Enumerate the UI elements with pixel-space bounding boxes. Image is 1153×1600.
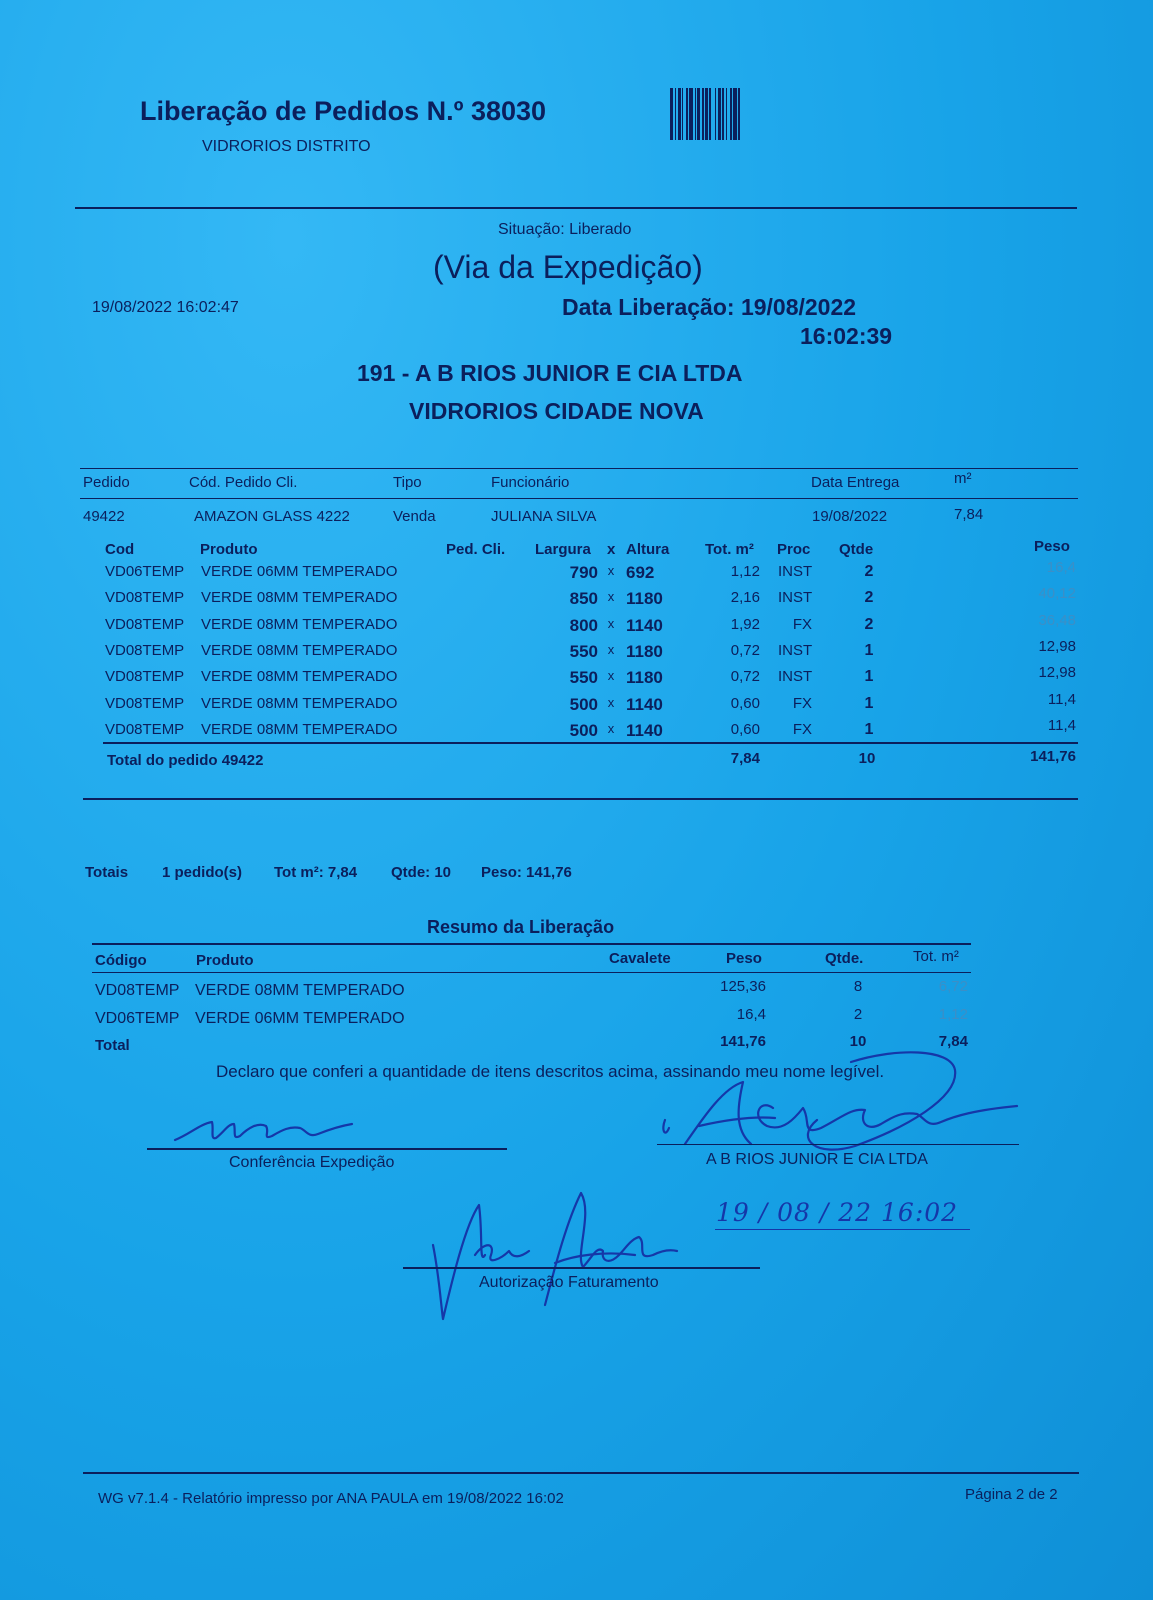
- divider: [80, 468, 1078, 469]
- item-x: x: [607, 589, 615, 605]
- item-qtde: 1: [864, 668, 874, 686]
- signature-autorizacao-icon: [425, 1185, 685, 1325]
- item-proc: INST: [778, 563, 813, 580]
- client-store: VIDRORIOS CIDADE NOVA: [409, 398, 704, 424]
- item-produto: VERDE 08MM TEMPERADO: [201, 720, 398, 738]
- item-qtde: 1: [864, 720, 874, 738]
- th-altura: Altura: [626, 541, 670, 558]
- item-proc: FX: [792, 694, 812, 712]
- th-cod: Cod: [105, 541, 135, 558]
- printed-at: 19/08/2022 16:02:47: [92, 299, 239, 316]
- th-largura: Largura: [535, 541, 591, 558]
- item-tot-m2: 0,60: [730, 694, 760, 712]
- item-largura: 850: [569, 589, 598, 609]
- item-altura: 1180: [626, 589, 663, 609]
- divider: [83, 798, 1078, 800]
- resumo-qtde: 8: [853, 978, 863, 995]
- resumo-th-cavalete: Cavalete: [609, 950, 671, 967]
- item-cod: VD08TEMP: [105, 720, 185, 738]
- item-proc: INST: [778, 641, 813, 659]
- col-funcionario: Funcionário: [491, 474, 570, 491]
- item-proc: FX: [792, 720, 812, 738]
- col-pedido: Pedido: [83, 474, 130, 491]
- th-qtde: Qtde: [839, 541, 874, 558]
- item-qtde: 1: [864, 694, 874, 712]
- resumo-produto: VERDE 08MM TEMPERADO: [195, 982, 405, 999]
- resumo-qtde: 2: [853, 1006, 863, 1023]
- th-proc: Proc: [777, 541, 811, 558]
- th-produto: Produto: [200, 541, 258, 558]
- declaration-text: Declaro que conferi a quantidade de itens descritos acima, assinando meu nome legível.: [216, 1062, 885, 1081]
- divider: [92, 943, 971, 945]
- item-x: x: [607, 720, 615, 736]
- item-qtde: 2: [864, 615, 874, 633]
- th-ped-cli: Ped. Cli.: [446, 541, 506, 558]
- document-title: Liberação de Pedidos N.º 38030: [140, 96, 547, 126]
- item-cod: VD08TEMP: [105, 589, 185, 607]
- resumo-title: Resumo da Liberação: [427, 917, 615, 937]
- client-name: 191 - A B RIOS JUNIOR E CIA LTDA: [357, 360, 743, 386]
- item-cod: VD08TEMP: [105, 694, 185, 712]
- footer-printed-by: WG v7.1.4 - Relatório impresso por ANA PAULA em 19/08/2022 16:02: [98, 1490, 564, 1507]
- client-signature-label: A B RIOS JUNIOR E CIA LTDA: [706, 1151, 928, 1168]
- signature-client-icon: [655, 1048, 1045, 1158]
- resumo-total-qtde: 10: [849, 1033, 867, 1050]
- totais-qtde: Qtde: 10: [391, 864, 452, 881]
- data-liberacao-time: 16:02:39: [800, 323, 893, 349]
- resumo-total-m2: 7,84: [938, 1033, 968, 1050]
- total-pedido-qtde: 10: [858, 750, 876, 767]
- resumo-produto: VERDE 06MM TEMPERADO: [195, 1010, 405, 1027]
- order-funcionario: JULIANA SILVA: [491, 508, 597, 525]
- resumo-th-tot-m2: Tot. m²: [913, 948, 959, 965]
- th-peso: Peso: [1034, 538, 1070, 555]
- date-underline: [715, 1229, 970, 1230]
- item-peso: 40,12: [1038, 585, 1076, 603]
- autorizacao-label: Autorização Faturamento: [479, 1274, 659, 1291]
- item-tot-m2: 1,12: [730, 563, 760, 580]
- order-pedido: 49422: [83, 508, 125, 525]
- item-peso: 11,4: [1047, 690, 1076, 708]
- resumo-th-qtde: Qtde.: [825, 950, 864, 967]
- item-qtde: 1: [864, 641, 874, 659]
- divider: [92, 972, 971, 973]
- item-altura: 692: [626, 563, 655, 582]
- signature-line: [147, 1148, 507, 1150]
- item-altura: 1180: [626, 668, 663, 688]
- item-produto: VERDE 08MM TEMPERADO: [201, 668, 398, 686]
- item-produto: VERDE 08MM TEMPERADO: [201, 694, 398, 712]
- item-produto: VERDE 06MM TEMPERADO: [201, 563, 398, 580]
- item-produto: VERDE 08MM TEMPERADO: [201, 589, 398, 607]
- divider: [83, 1472, 1079, 1474]
- item-produto: VERDE 08MM TEMPERADO: [201, 615, 398, 633]
- col-tipo: Tipo: [393, 474, 422, 491]
- item-altura: 1140: [626, 720, 663, 740]
- item-altura: 1180: [626, 641, 663, 661]
- order-m2: 7,84: [954, 506, 984, 523]
- item-cod: VD08TEMP: [105, 615, 185, 633]
- item-qtde: 2: [864, 563, 874, 580]
- item-tot-m2: 0,72: [730, 641, 760, 659]
- item-peso: 11,4: [1047, 716, 1076, 734]
- situacao-label: Situação: Liberado: [498, 221, 632, 238]
- item-largura: 550: [569, 641, 598, 661]
- order-tipo: Venda: [393, 508, 436, 525]
- item-cod: VD06TEMP: [105, 563, 185, 580]
- data-liberacao: Data Liberação: 19/08/2022: [562, 294, 857, 320]
- divider: [103, 742, 1078, 744]
- resumo-peso: 16,4: [736, 1006, 766, 1023]
- handwritten-date: 19 / 08 / 22 16:02: [716, 1198, 959, 1227]
- conferencia-label: Conferência Expedição: [229, 1154, 395, 1171]
- item-x: x: [607, 615, 615, 631]
- signature-line: [403, 1267, 760, 1269]
- item-altura: 1140: [626, 694, 663, 714]
- item-proc: INST: [778, 668, 813, 686]
- item-x: x: [607, 668, 615, 684]
- item-largura: 550: [569, 668, 598, 688]
- col-cod-cli: Cód. Pedido Cli.: [189, 474, 298, 491]
- th-tot-m2: Tot. m²: [705, 541, 754, 558]
- col-data-entrega: Data Entrega: [811, 474, 900, 491]
- item-peso: 12,98: [1038, 664, 1076, 682]
- resumo-total-peso: 141,76: [720, 1033, 766, 1050]
- order-data-entrega: 19/08/2022: [812, 508, 888, 525]
- order-cod-cli: AMAZON GLASS 4222: [194, 508, 350, 525]
- totais-label: Totais: [85, 864, 129, 881]
- divider: [80, 498, 1078, 499]
- item-peso: 12,98: [1038, 637, 1076, 655]
- item-largura: 790: [569, 563, 598, 582]
- item-cod: VD08TEMP: [105, 668, 185, 686]
- item-proc: INST: [778, 589, 813, 607]
- item-cod: VD08TEMP: [105, 641, 185, 659]
- barcode-icon: [670, 88, 846, 140]
- item-largura: 500: [569, 720, 598, 740]
- item-altura: 1140: [626, 615, 663, 635]
- resumo-total-label: Total: [95, 1037, 130, 1054]
- total-pedido-peso: 141,76: [1030, 748, 1076, 765]
- item-largura: 500: [569, 694, 598, 714]
- totais-pedidos: 1 pedido(s): [162, 864, 243, 881]
- signature-conferencia-icon: [140, 1112, 370, 1152]
- totais-m2: Tot m²: 7,84: [274, 864, 358, 881]
- resumo-peso: 125,36: [720, 978, 766, 995]
- item-produto: VERDE 08MM TEMPERADO: [201, 641, 398, 659]
- signature-line: [657, 1144, 1019, 1145]
- company-name: VIDRORIOS DISTRITO: [202, 138, 371, 155]
- item-peso: 16,4: [1046, 559, 1076, 576]
- item-tot-m2: 0,60: [730, 720, 760, 738]
- item-tot-m2: 1,92: [730, 615, 760, 633]
- item-proc: FX: [792, 615, 812, 633]
- item-largura: 800: [569, 615, 598, 635]
- item-qtde: 2: [864, 589, 874, 607]
- resumo-codigo: VD08TEMP: [95, 982, 180, 999]
- item-x: x: [607, 694, 615, 710]
- col-m2: m²: [954, 470, 972, 487]
- item-tot-m2: 0,72: [730, 668, 760, 686]
- item-x: x: [607, 563, 615, 578]
- total-pedido-m2: 7,84: [730, 750, 760, 767]
- divider: [75, 207, 1077, 209]
- via-label: (Via da Expedição): [433, 249, 703, 285]
- resumo-codigo: VD06TEMP: [95, 1010, 180, 1027]
- item-peso: 36,48: [1038, 611, 1076, 629]
- resumo-th-produto: Produto: [196, 952, 254, 969]
- total-pedido-label: Total do pedido 49422: [107, 752, 264, 769]
- item-x: x: [607, 641, 615, 657]
- th-x: x: [607, 541, 616, 558]
- resumo-th-codigo: Código: [95, 952, 147, 969]
- totais-peso: Peso: 141,76: [481, 864, 572, 881]
- resumo-tot-m2: 1,12: [938, 1006, 968, 1023]
- resumo-tot-m2: 6,72: [938, 978, 968, 995]
- footer-page: Página 2 de 2: [965, 1486, 1058, 1503]
- item-tot-m2: 2,16: [730, 589, 760, 607]
- resumo-th-peso: Peso: [726, 950, 762, 967]
